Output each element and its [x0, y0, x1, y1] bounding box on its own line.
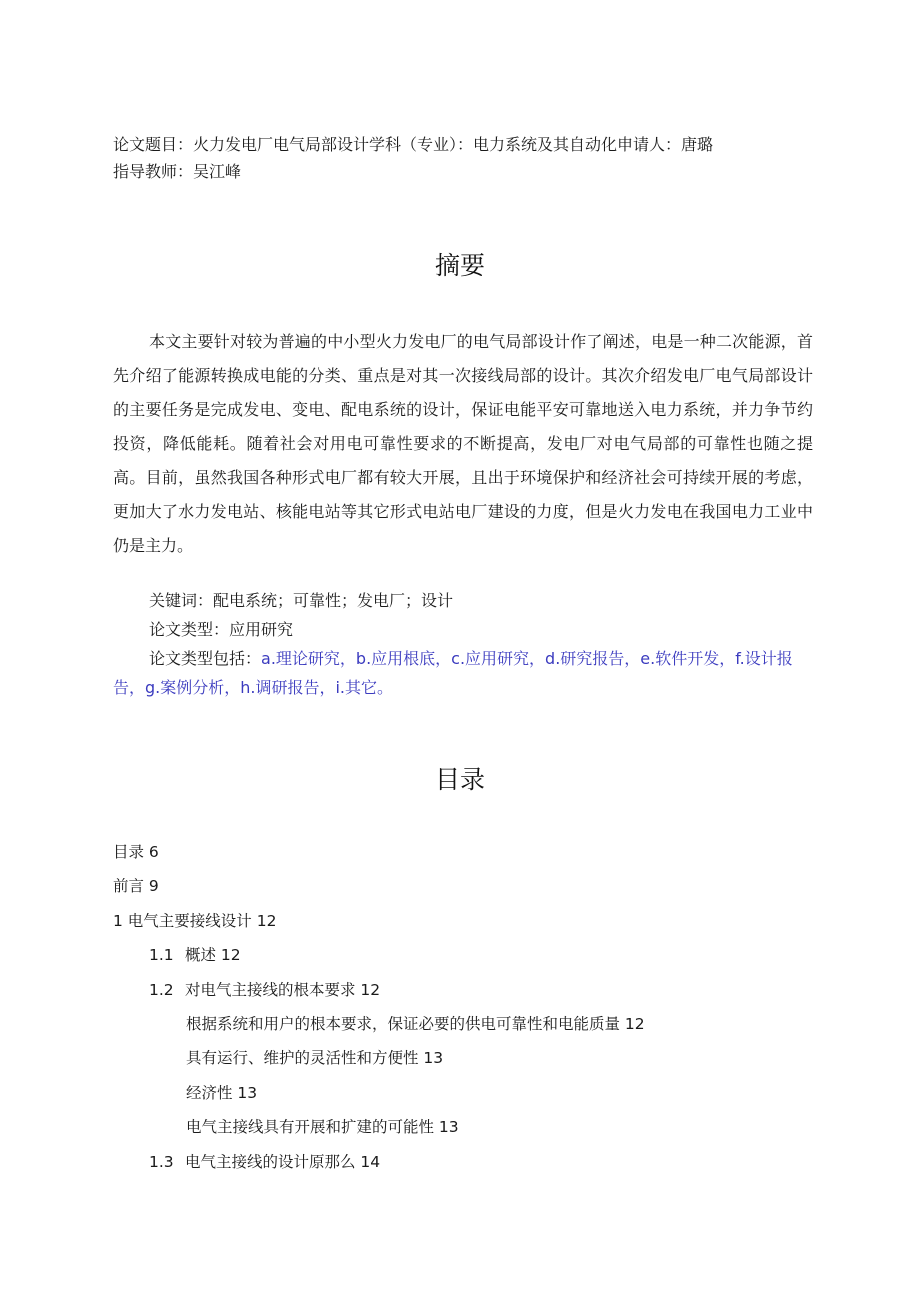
toc-entry[interactable] [149, 978, 380, 1000]
thesis-title-line: 论文题目：火力发电厂电气局部设计学科（专业）：电力系统及其自动化申请人：唐璐 [113, 135, 714, 154]
toc-entry[interactable] [149, 1150, 380, 1172]
toc-entry-text: 概述 12 [185, 946, 241, 964]
paper-type-line: 论文类型：应用研究 [149, 620, 294, 639]
paper-type-options-list: a.理论研究，b.应用根底，c.应用研究，d.研究报告，e.软件开发，f.设计报告，g.案例分析，h.调研报告，i.其它。 [113, 649, 793, 697]
paper-type-options [113, 644, 813, 702]
toc-entry-text: 电气主接线的设计原那么 14 [185, 1153, 381, 1171]
toc-entry[interactable] [113, 874, 159, 896]
keywords-line: 关键词：配电系统；可靠性；发电厂；设计 [149, 591, 454, 610]
toc-entry-text: 前言 9 [113, 877, 159, 895]
toc-heading: 目录 [434, 765, 485, 794]
toc-entry[interactable] [113, 909, 276, 931]
toc-entry[interactable] [186, 1012, 645, 1034]
toc-entry-text: 1 电气主要接线设计 12 [113, 912, 277, 930]
toc-entry[interactable] [186, 1046, 443, 1068]
toc-entry-number: 1.1 [149, 946, 174, 964]
toc-entry[interactable] [186, 1115, 459, 1137]
abstract-body: 本文主要针对较为普遍的中小型火力发电厂的电气局部设计作了阐述，电是一种二次能源，首先介绍了能源转换成电能的分类、重点是对其一次接线局部的设计。其次介绍发电厂电气局部设计的主要任务是完成发电、变电、配电系统的设计，保证电能平安可靠地送入电力系统，并力争节约投资，降低能耗。随着社会对用电可靠性要求的不断提高，发电厂对电气局部的可靠性也随之提高。目前，虽然我国各种形式电厂都有较大开展，且出于环境保护和经济社会可持续开展的考虑，更加大了水力发电站、核能电站等其它形式电站电厂建设的力度，但是火力发电在我国电力工业中仍是主力。 [113, 332, 813, 555]
toc-entry-text: 具有运行、维护的灵活性和方便性 13 [186, 1049, 444, 1067]
toc-entry-text: 经济性 13 [186, 1084, 258, 1102]
thesis-header [113, 131, 813, 185]
toc-entry-text: 对电气主接线的根本要求 12 [185, 981, 381, 999]
paper-type-options-prefix: 论文类型包括： [149, 649, 262, 668]
toc-entry-text: 目录 6 [113, 843, 159, 861]
toc-entry[interactable] [149, 943, 241, 965]
toc-entry-text: 根据系统和用户的根本要求，保证必要的供电可靠性和电能质量 12 [186, 1015, 645, 1033]
advisor-line: 指导教师：吴江峰 [113, 162, 242, 181]
toc-entry-number: 1.2 [149, 981, 174, 999]
abstract-heading: 摘要 [434, 251, 485, 280]
toc-entry[interactable] [186, 1081, 257, 1103]
toc-entry-text: 电气主接线具有开展和扩建的可能性 13 [186, 1118, 459, 1136]
keywords-block [113, 586, 813, 702]
toc-entry[interactable] [113, 840, 159, 862]
toc-entry-number: 1.3 [149, 1153, 174, 1171]
